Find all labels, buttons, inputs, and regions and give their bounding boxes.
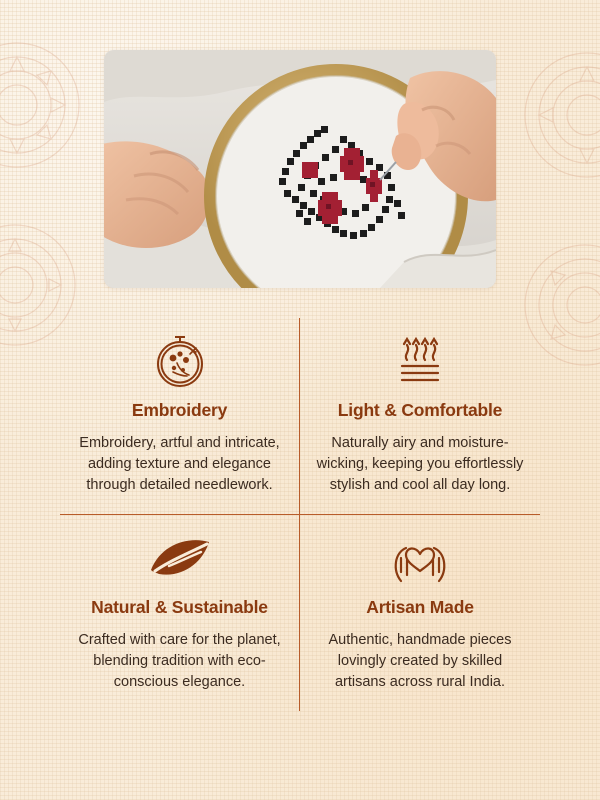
feature-title: Natural & Sustainable xyxy=(91,597,268,618)
feature-description: Crafted with care for the planet, blending tradition with eco-conscious elegance. xyxy=(78,632,281,691)
feature-description: Embroidery, artful and intricate, adding texture and elegance through detailed needlework. xyxy=(79,435,280,494)
feature-grid xyxy=(60,318,540,711)
leaf-icon xyxy=(74,525,285,591)
feature-description: Naturally airy and moisture-wicking, keeping you effortlessly stylish and cool all day long. xyxy=(316,435,524,494)
feature-card-artisan-made xyxy=(300,515,540,711)
feature-card-light-comfortable xyxy=(300,318,540,515)
breathable-fabric-icon xyxy=(314,328,526,394)
feature-title: Artisan Made xyxy=(366,597,474,618)
feature-description: Authentic, handmade pieces lovingly created by skilled artisans across rural India. xyxy=(328,632,512,691)
hero-image xyxy=(104,50,496,288)
embroidery-hoop-photo xyxy=(104,50,496,288)
feature-card-embroidery xyxy=(60,318,300,515)
embroidery-hoop-icon xyxy=(74,328,285,394)
feature-title: Light & Comfortable xyxy=(337,400,503,420)
feature-card-natural-sustainable xyxy=(60,515,300,711)
hands-heart-icon xyxy=(314,525,526,591)
feature-title: Embroidery xyxy=(131,400,228,420)
